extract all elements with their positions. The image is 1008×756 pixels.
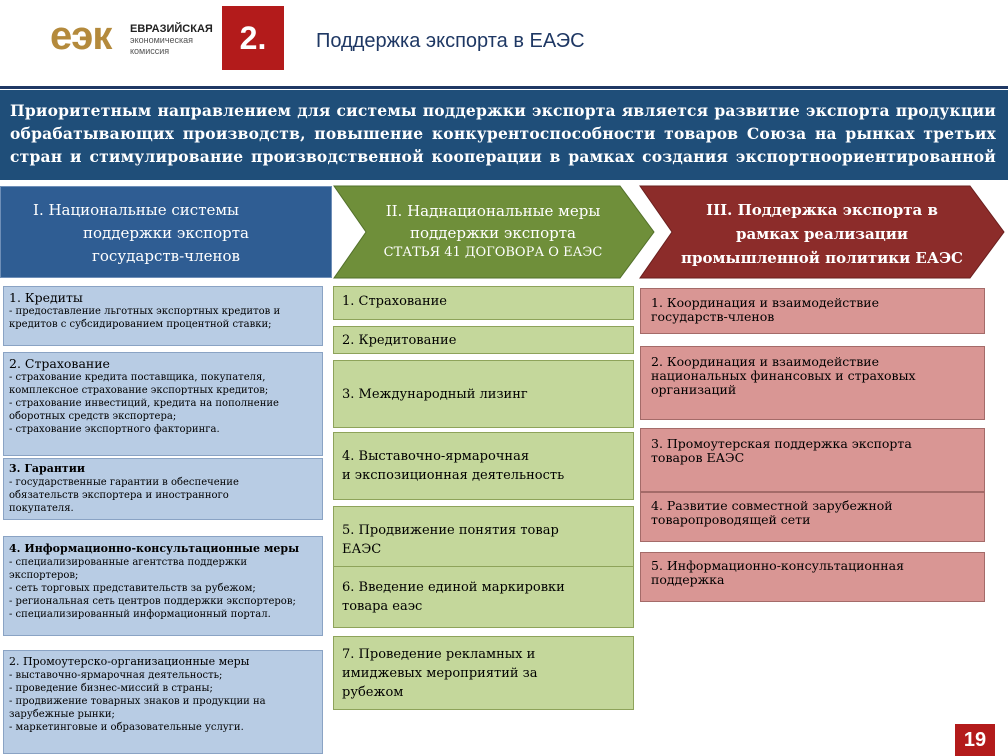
national-header-line-3: государств-членов bbox=[92, 247, 240, 265]
national-item-title: 2. Страхование bbox=[9, 356, 110, 371]
industrial-header-line-2: рамках реализации bbox=[735, 225, 909, 243]
national-item-line: зарубежные рынки; bbox=[9, 709, 115, 720]
national-header-line-2: поддержки экспорта bbox=[83, 224, 249, 242]
page-number: 19 bbox=[955, 724, 995, 756]
national-item-line: - продвижение товарных знаков и продукции на bbox=[9, 696, 266, 707]
page-title: Поддержка экспорта в ЕАЭС bbox=[316, 30, 585, 52]
intro-text: Приоритетным направлением для системы поддержки экспорта является развитие экспорта продукции обрабатывающих производств, повышение конкурентоспособности товаров Союза на рынках третьих стран и стимулирование производственной кооперации в рамках создания экспортноориентированной bbox=[0, 90, 1008, 180]
national-item-title: 1. Кредиты bbox=[9, 290, 83, 305]
national-item-line: - проведение бизнес-миссий в страны; bbox=[9, 683, 213, 694]
industrial-header-line-1: III. Поддержка экспорта в bbox=[706, 201, 938, 219]
national-item-line: - маркетинговые и образовательные услуги. bbox=[9, 722, 244, 733]
supranational-header-line-3: СТАТЬЯ 41 ДОГОВОРА О ЕАЭС bbox=[383, 245, 603, 260]
industrial-header-line-3: промышленной политики ЕАЭС bbox=[681, 249, 963, 267]
national-item bbox=[3, 352, 323, 456]
national-item-line: - страхование инвестиций, кредита на пополнение bbox=[9, 398, 279, 409]
supranational-item: 4. Выставочно-ярмарочная и экспозиционная деятельность bbox=[333, 432, 634, 500]
national-header-line-1: I. Национальные системы bbox=[33, 201, 239, 219]
supranational-header-line-1: II. Наднациональные меры bbox=[385, 202, 601, 220]
industrial-item: 4. Развитие совместной зарубежной товаропроводящей сети bbox=[640, 492, 985, 542]
national-item-title: 2. Промоутерско-организационные меры bbox=[9, 655, 250, 668]
supranational-item: 7. Проведение рекламных и имиджевых мероприятий за рубежом bbox=[333, 636, 634, 710]
logo-line-3: комиссия bbox=[130, 46, 170, 56]
national-item-line: - страхование кредита поставщика, покупателя, bbox=[9, 372, 266, 383]
supranational-item: 2. Кредитование bbox=[333, 326, 634, 354]
national-item bbox=[3, 536, 323, 636]
national-item bbox=[3, 286, 323, 346]
supranational-item: 5. Продвижение понятия товар ЕАЭС bbox=[333, 506, 634, 574]
national-item-line: - специализированные агентства поддержки bbox=[9, 557, 247, 568]
industrial-header bbox=[672, 198, 972, 270]
national-item-line: покупателя. bbox=[9, 503, 74, 514]
national-item-line: оборотных средств экспортера; bbox=[9, 411, 177, 422]
national-item-line: - выставочно-ярмарочная деятельность; bbox=[9, 670, 223, 681]
national-item-line: - предоставление льготных экспортных кредитов и bbox=[9, 306, 281, 317]
national-item-line: комплексное страхование экспортных кредитов; bbox=[9, 385, 269, 396]
supranational-header bbox=[368, 200, 618, 262]
national-item-line: - государственные гарантии в обеспечение bbox=[9, 477, 239, 488]
industrial-item: 3. Промоутерская поддержка экспорта товаров ЕАЭС bbox=[640, 428, 985, 492]
logo-mark: еэк bbox=[50, 14, 112, 58]
section-number: 2. bbox=[222, 6, 284, 70]
national-item-line: обязательств экспортера и иностранного bbox=[9, 490, 229, 501]
supranational-header-line-2: поддержки экспорта bbox=[410, 224, 576, 242]
national-item bbox=[3, 458, 323, 520]
national-item-title: 4. Информационно-консультационные меры bbox=[9, 542, 300, 555]
industrial-item: 5. Информационно-консультационная поддержка bbox=[640, 552, 985, 602]
national-item bbox=[3, 650, 323, 754]
national-item-line: - сеть торговых представительств за рубежом; bbox=[9, 583, 256, 594]
national-item-title: 3. Гарантии bbox=[9, 462, 86, 475]
national-item-line: кредитов с субсидированием процентной ставки; bbox=[9, 319, 272, 330]
national-item-line: - страхование экспортного факторинга. bbox=[9, 424, 220, 435]
national-item-line: экспортеров; bbox=[9, 570, 79, 581]
industrial-item: 2. Координация и взаимодействие национальных финансовых и страховых организаций bbox=[640, 346, 985, 420]
supranational-item: 6. Введение единой маркировки товара еаэс bbox=[333, 566, 634, 628]
national-systems-header bbox=[0, 186, 332, 278]
national-item-line: - специализированный информационный портал. bbox=[9, 609, 271, 620]
logo-line-1: ЕВРАЗИЙСКАЯ bbox=[130, 23, 213, 35]
supranational-item: 3. Международный лизинг bbox=[333, 360, 634, 428]
industrial-item: 1. Координация и взаимодействие государств-членов bbox=[640, 288, 985, 334]
supranational-item: 1. Страхование bbox=[333, 286, 634, 320]
logo-line-2: экономическая bbox=[130, 35, 194, 45]
national-item-line: - региональная сеть центров поддержки экспортеров; bbox=[9, 596, 296, 607]
